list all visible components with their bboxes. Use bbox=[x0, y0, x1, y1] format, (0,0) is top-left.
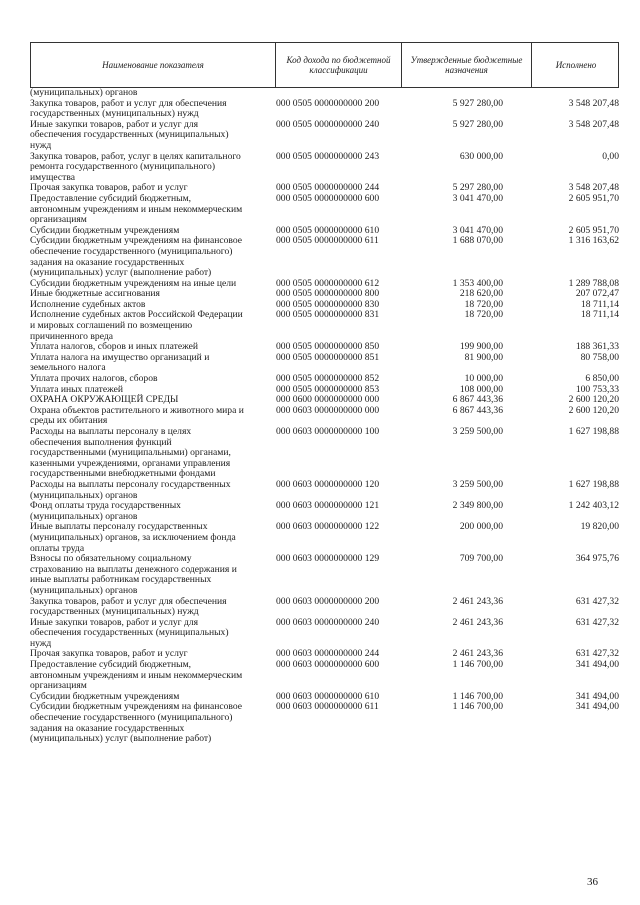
row-name: Исполнение судебных актов Российской Федерации и мировых соглашений по возмещению причиненного вреда bbox=[30, 309, 243, 342]
row-name: Уплата прочих налогов, сборов bbox=[30, 373, 158, 385]
table-row bbox=[30, 660, 619, 692]
row-executed: 3 548 207,48 bbox=[568, 118, 619, 130]
row-code: 000 0603 0000000000 200 bbox=[276, 595, 380, 607]
row-code: 000 0603 0000000000 600 bbox=[276, 659, 380, 671]
row-name: Субсидии бюджетным учреждениям на финансовое обеспечение государственного (муниципального) задания на оказание государственных (муниципальных) услуг (выполнение работ) bbox=[30, 235, 243, 279]
row-approved: 18 720,00 bbox=[464, 309, 503, 321]
row-executed: 18 711,14 bbox=[580, 309, 619, 321]
row-name: Иные выплаты персоналу государственных (муниципальных) органов, за исключением фонда оплаты труда bbox=[30, 521, 236, 554]
row-executed: 80 758,00 bbox=[580, 351, 619, 363]
row-approved: 3 259 500,00 bbox=[452, 426, 503, 437]
table-row bbox=[30, 480, 619, 501]
row-approved: 2 461 243,36 bbox=[452, 648, 503, 660]
table-row bbox=[30, 618, 619, 650]
row-executed: 6 850,00 bbox=[585, 373, 619, 385]
row-name: Субсидии бюджетным учреждениям на финансовое обеспечение государственного (муниципального) задания на оказание государственных (муниципальных) услуг (выполнение работ) bbox=[30, 701, 243, 745]
row-code: 000 0505 0000000000 244 bbox=[276, 182, 380, 194]
header-executed: Исполнено bbox=[531, 43, 620, 87]
row-name: Иные закупки товаров, работ и услуг для обеспечения государственных (муниципальных) нужд bbox=[30, 118, 229, 151]
row-approved: 1 146 700,00 bbox=[452, 690, 503, 702]
row-code: 000 0505 0000000000 600 bbox=[276, 192, 380, 204]
table-row bbox=[30, 236, 619, 278]
row-code: 000 0505 0000000000 850 bbox=[276, 341, 380, 353]
row-name: Закупка товаров, работ и услуг для обеспечения государственных (муниципальных) нужд bbox=[30, 595, 227, 618]
row-executed: 3 548 207,48 bbox=[568, 182, 619, 194]
header-approved: Утвержденные бюджетные назначения bbox=[401, 43, 531, 87]
row-executed: 631 427,32 bbox=[575, 648, 619, 660]
row-name: Охрана объектов растительного и животного мира и среды их обитания bbox=[30, 404, 244, 427]
row-approved: 6 867 443,36 bbox=[452, 404, 503, 416]
row-code: 000 0603 0000000000 000 bbox=[276, 404, 380, 416]
row-code: 000 0505 0000000000 830 bbox=[276, 298, 380, 310]
row-executed: 1 627 198,88 bbox=[568, 426, 619, 437]
row-approved: 18 720,00 bbox=[464, 298, 503, 310]
row-code: 000 0505 0000000000 610 bbox=[276, 224, 380, 236]
table-row bbox=[30, 597, 619, 618]
row-approved: 5 297 280,00 bbox=[452, 182, 503, 194]
row-name: Прочая закупка товаров, работ и услуг bbox=[30, 648, 188, 660]
row-code: 000 0505 0000000000 800 bbox=[276, 288, 380, 300]
row-approved: 1 146 700,00 bbox=[452, 659, 503, 671]
row-executed: 1 316 163,62 bbox=[568, 235, 619, 247]
header-name: Наименование показателя bbox=[102, 60, 204, 70]
row-approved: 5 927 280,00 bbox=[452, 118, 503, 130]
row-executed: 631 427,32 bbox=[575, 595, 619, 607]
row-name: Уплата иных платежей bbox=[30, 383, 124, 395]
row-name: Субсидии бюджетным учреждениям bbox=[30, 690, 180, 702]
row-approved: 709 700,00 bbox=[459, 553, 503, 565]
row-approved: 630 000,00 bbox=[459, 150, 503, 162]
page-number: 36 bbox=[587, 876, 598, 888]
row-approved: 10 000,00 bbox=[464, 373, 503, 385]
table-row bbox=[30, 88, 619, 99]
row-approved: 81 900,00 bbox=[464, 351, 503, 363]
table-row bbox=[30, 427, 619, 480]
row-name: Прочая закупка товаров, работ и услуг bbox=[30, 182, 188, 194]
table-row bbox=[30, 554, 619, 596]
row-approved: 3 259 500,00 bbox=[452, 478, 503, 490]
row-executed: 341 494,00 bbox=[575, 659, 619, 671]
row-executed: 631 427,32 bbox=[575, 616, 619, 628]
row-code: 000 0505 0000000000 852 bbox=[276, 373, 380, 385]
row-approved: 1 688 070,00 bbox=[452, 235, 503, 247]
row-name: Иные закупки товаров, работ и услуг для обеспечения государственных (муниципальных) нужд bbox=[30, 616, 229, 649]
row-executed: 2 600 120,20 bbox=[568, 394, 619, 406]
row-code: 000 0603 0000000000 122 bbox=[276, 521, 380, 533]
row-name: ОХРАНА ОКРУЖАЮЩЕЙ СРЕДЫ bbox=[30, 394, 179, 406]
row-executed: 2 605 951,70 bbox=[568, 192, 619, 204]
row-code: 000 0600 0000000000 000 bbox=[276, 394, 380, 406]
header-code: Код дохода по бюджетной классификации bbox=[275, 43, 401, 87]
row-name: Исполнение судебных актов bbox=[30, 298, 146, 310]
table-row bbox=[30, 353, 619, 374]
row-approved: 2 349 800,00 bbox=[452, 500, 503, 512]
row-executed: 1 627 198,88 bbox=[568, 478, 619, 490]
table-row bbox=[30, 99, 619, 120]
row-executed: 1 289 788,08 bbox=[568, 277, 619, 289]
row-approved: 5 927 280,00 bbox=[452, 97, 503, 109]
row-code: 000 0603 0000000000 240 bbox=[276, 616, 380, 628]
row-approved: 199 900,00 bbox=[459, 341, 503, 353]
row-executed: 2 605 951,70 bbox=[568, 224, 619, 236]
table-row bbox=[30, 310, 619, 342]
table-row bbox=[30, 702, 619, 744]
row-executed: 2 600 120,20 bbox=[568, 404, 619, 416]
row-code: 000 0603 0000000000 120 bbox=[276, 478, 380, 490]
row-code: 000 0603 0000000000 611 bbox=[276, 701, 379, 713]
row-name: Закупка товаров, работ, услуг в целях капитального ремонта государственного (муниципального) имущества bbox=[30, 150, 241, 183]
row-executed: 341 494,00 bbox=[575, 690, 619, 702]
row-code: 000 0505 0000000000 243 bbox=[276, 150, 380, 162]
row-name: Предоставление субсидий бюджетным, автономным учреждениям и иным некоммерческим организациям bbox=[30, 659, 243, 692]
row-name: Субсидии бюджетным учреждениям bbox=[30, 224, 180, 236]
row-executed: 3 548 207,48 bbox=[568, 97, 619, 109]
row-name: Уплата налога на имущество организаций и земельного налога bbox=[30, 351, 210, 374]
row-code: 000 0505 0000000000 240 bbox=[276, 118, 380, 130]
row-approved: 3 041 470,00 bbox=[452, 192, 503, 204]
row-approved: 6 867 443,36 bbox=[452, 394, 503, 406]
row-name: (муниципальных) органов bbox=[30, 87, 138, 98]
row-executed: 19 820,00 bbox=[580, 521, 619, 533]
row-executed: 18 711,14 bbox=[580, 298, 619, 310]
row-name: Расходы на выплаты персоналу в целях обеспечения выполнения функций государственными (муниципальными) органами, казенными учреждениями, органами управления государственными внебюджетными фондами bbox=[30, 426, 231, 480]
row-executed: 0,00 bbox=[602, 150, 619, 162]
table-body bbox=[30, 88, 619, 745]
row-code: 000 0603 0000000000 121 bbox=[276, 500, 380, 512]
row-approved: 2 461 243,36 bbox=[452, 595, 503, 607]
row-code: 000 0603 0000000000 129 bbox=[276, 553, 380, 565]
row-approved: 108 000,00 bbox=[459, 383, 503, 395]
table-row bbox=[30, 152, 619, 184]
row-name: Расходы на выплаты персоналу государственных (муниципальных) органов bbox=[30, 478, 231, 501]
row-name: Предоставление субсидий бюджетным, автономным учреждениям и иным некоммерческим организациям bbox=[30, 192, 243, 226]
row-approved: 3 041 470,00 bbox=[452, 224, 503, 236]
table-row bbox=[30, 120, 619, 152]
row-code: 000 0603 0000000000 610 bbox=[276, 690, 380, 702]
row-name: Закупка товаров, работ и услуг для обеспечения государственных (муниципальных) нужд bbox=[30, 97, 227, 120]
table-row bbox=[30, 406, 619, 427]
row-approved: 1 353 400,00 bbox=[452, 277, 503, 289]
row-code: 000 0505 0000000000 200 bbox=[276, 97, 380, 109]
row-approved: 200 000,00 bbox=[459, 521, 503, 533]
row-code: 000 0505 0000000000 612 bbox=[276, 277, 380, 289]
row-approved: 218 620,00 bbox=[459, 288, 503, 300]
row-code: 000 0505 0000000000 611 bbox=[276, 235, 379, 247]
row-approved: 2 461 243,36 bbox=[452, 616, 503, 628]
row-executed: 207 072,47 bbox=[575, 288, 619, 300]
table-row bbox=[30, 522, 619, 554]
row-executed: 1 242 403,12 bbox=[568, 500, 619, 512]
row-executed: 341 494,00 bbox=[575, 701, 619, 713]
row-executed: 364 975,76 bbox=[575, 553, 619, 565]
row-code: 000 0603 0000000000 100 bbox=[276, 426, 380, 437]
row-code: 000 0505 0000000000 831 bbox=[276, 309, 380, 321]
row-executed: 188 361,33 bbox=[575, 341, 619, 353]
row-name: Субсидии бюджетным учреждениям на иные цели bbox=[30, 277, 237, 289]
row-code: 000 0505 0000000000 851 bbox=[276, 351, 380, 363]
row-name: Иные бюджетные ассигнования bbox=[30, 288, 160, 300]
row-name: Фонд оплаты труда государственных (муниципальных) органов bbox=[30, 500, 181, 522]
row-name: Уплата налогов, сборов и иных платежей bbox=[30, 341, 199, 353]
row-code: 000 0505 0000000000 853 bbox=[276, 383, 380, 395]
row-name: Взносы по обязательному социальному страхованию на выплаты денежного содержания и иные выплаты работникам государственных (муниципальных) органов bbox=[30, 553, 237, 596]
row-approved: 1 146 700,00 bbox=[452, 701, 503, 713]
table-header bbox=[30, 42, 619, 88]
row-code: 000 0603 0000000000 244 bbox=[276, 648, 380, 660]
table-row bbox=[30, 501, 619, 522]
row-executed: 100 753,33 bbox=[575, 383, 619, 395]
table-row bbox=[30, 194, 619, 226]
